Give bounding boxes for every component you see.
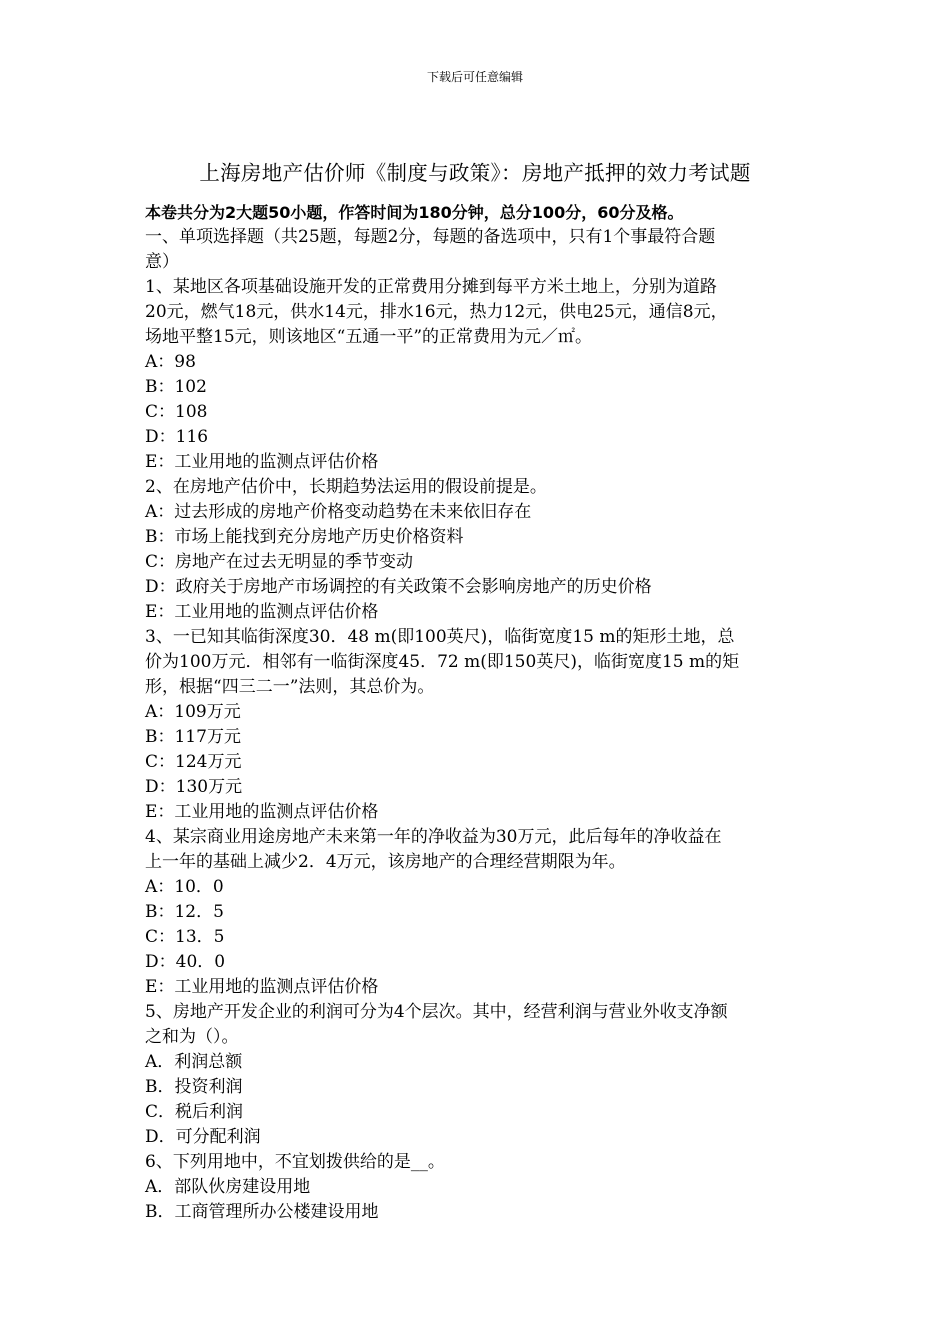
document-body bbox=[145, 200, 820, 1225]
option-c: C：房地产在过去无明显的季节变动 bbox=[145, 552, 414, 572]
question-1 bbox=[145, 275, 820, 475]
option-e: E：工业用地的监测点评估价格 bbox=[145, 452, 379, 472]
option-b: B．工商管理所办公楼建设用地 bbox=[145, 1202, 379, 1222]
option-d: D．可分配利润 bbox=[145, 1127, 261, 1147]
question-4 bbox=[145, 825, 820, 1000]
option-c: C：124万元 bbox=[145, 752, 242, 772]
option-e: E：工业用地的监测点评估价格 bbox=[145, 602, 379, 622]
question-5 bbox=[145, 1000, 820, 1150]
option-d: D：116 bbox=[145, 427, 209, 447]
question-3 bbox=[145, 625, 820, 825]
exam-intro: 本卷共分为2大题50小题，作答时间为180分钟，总分100分，60分及格。 bbox=[145, 203, 684, 222]
option-e: E：工业用地的监测点评估价格 bbox=[145, 977, 379, 997]
option-a: A：109万元 bbox=[145, 702, 241, 722]
option-d: D：40．0 bbox=[145, 952, 226, 972]
option-a: A：10．0 bbox=[145, 877, 224, 897]
option-a: A．部队伙房建设用地 bbox=[145, 1177, 311, 1197]
section-heading-line-1: 一、单项选择题（共25题，每题2分，每题的备选项中，只有1个事最符合题 bbox=[145, 227, 716, 247]
question-stem-line: 形，根据“四三二一”法则，其总价为。 bbox=[145, 677, 435, 697]
question-stem-line: 场地平整15元，则该地区“五通一平”的正常费用为元／㎡。 bbox=[145, 327, 593, 347]
question-stem-line: 3、一已知其临街深度30．48 m(即100英尺)，临街宽度15 m的矩形土地，总 bbox=[145, 627, 735, 647]
question-stem-line: 6、下列用地中，不宜划拨供给的是__。 bbox=[145, 1152, 445, 1172]
option-b: B：117万元 bbox=[145, 727, 241, 747]
question-stem-line: 5、房地产开发企业的利润可分为4个层次。其中，经营利润与营业外收支净额 bbox=[145, 1002, 728, 1022]
question-stem-line: 2、在房地产估价中，长期趋势法运用的假设前提是。 bbox=[145, 477, 547, 497]
option-e: E：工业用地的监测点评估价格 bbox=[145, 802, 379, 822]
question-stem-line: 4、某宗商业用途房地产未来第一年的净收益为30万元，此后每年的净收益在 bbox=[145, 827, 722, 847]
option-a: A：过去形成的房地产价格变动趋势在未来依旧存在 bbox=[145, 502, 532, 522]
option-c: C．税后利润 bbox=[145, 1102, 244, 1122]
option-b: B：市场上能找到充分房地产历史价格资料 bbox=[145, 527, 464, 547]
option-c: C：13．5 bbox=[145, 927, 225, 947]
question-stem-line: 之和为（）。 bbox=[145, 1027, 239, 1047]
option-c: C：108 bbox=[145, 402, 208, 422]
option-b: B：12．5 bbox=[145, 902, 224, 922]
question-2 bbox=[145, 475, 820, 625]
question-6 bbox=[145, 1150, 820, 1225]
option-a: A：98 bbox=[145, 352, 196, 372]
question-stem-line: 上一年的基础上减少2．4万元，该房地产的合理经营期限为年。 bbox=[145, 852, 626, 872]
question-stem-line: 价为100万元．相邻有一临街深度45．72 m(即150英尺)，临街宽度15 m的矩 bbox=[145, 652, 740, 672]
question-stem-line: 1、某地区各项基础设施开发的正常费用分摊到每平方米土地上，分别为道路 bbox=[145, 277, 717, 297]
document-title: 上海房地产估价师《制度与政策》：房地产抵押的效力考试题 bbox=[199, 161, 751, 185]
option-b: B：102 bbox=[145, 377, 207, 397]
option-d: D：130万元 bbox=[145, 777, 243, 797]
header-note: 下载后可任意编辑 bbox=[426, 70, 523, 84]
option-a: A．利润总额 bbox=[145, 1052, 243, 1072]
section-heading-line-2: 意） bbox=[145, 252, 179, 272]
question-stem-line: 20元，燃气18元，供水14元，排水16元，热力12元，供电25元，通信8元， bbox=[145, 302, 728, 322]
option-b: B．投资利润 bbox=[145, 1077, 243, 1097]
option-d: D：政府关于房地产市场调控的有关政策不会影响房地产的历史价格 bbox=[145, 577, 652, 597]
